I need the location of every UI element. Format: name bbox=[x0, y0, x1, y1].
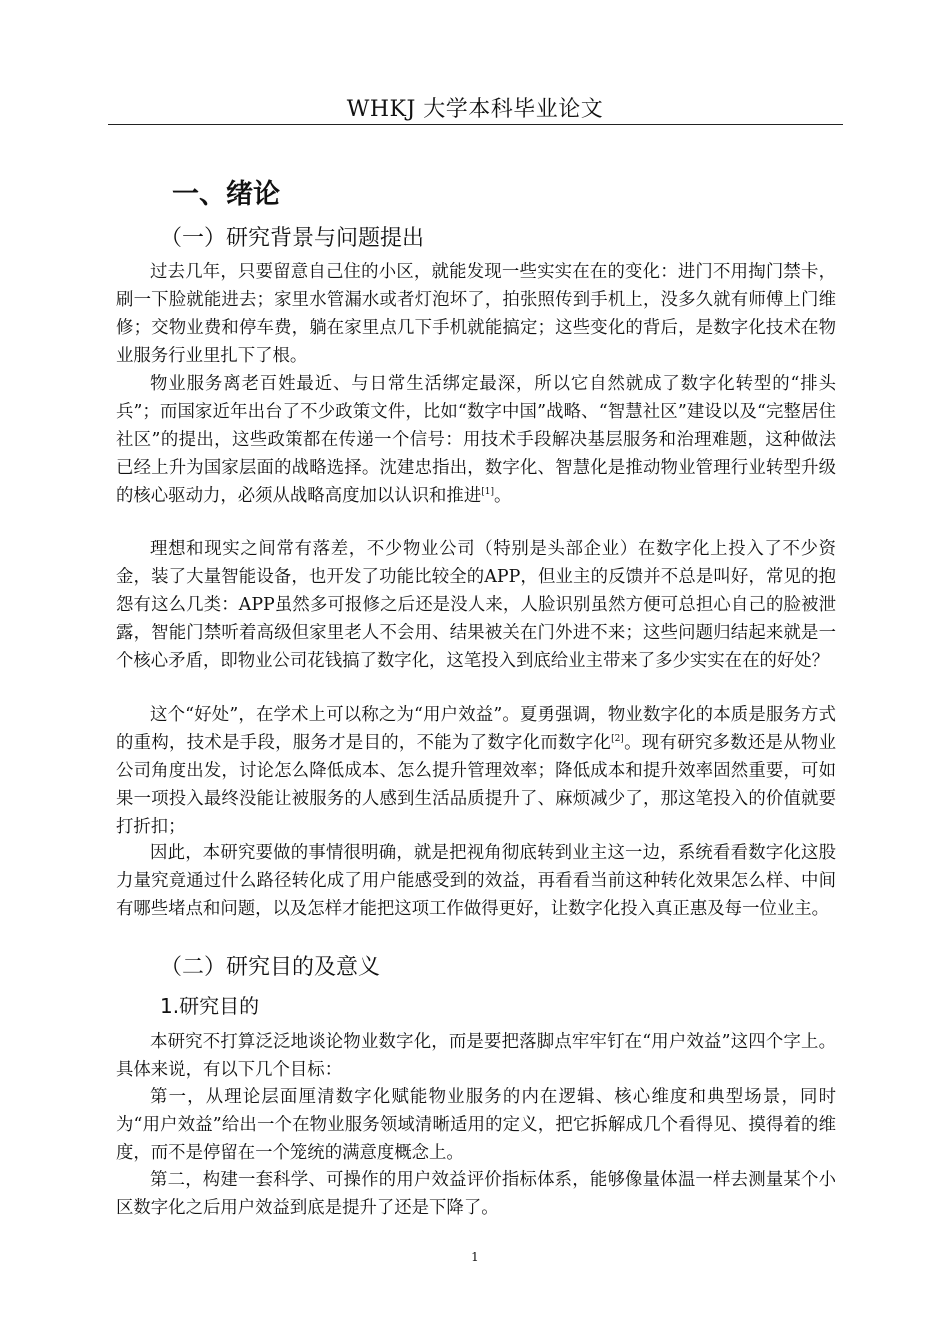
section-heading-purpose: （二）研究目的及意义 bbox=[160, 955, 381, 980]
citation-ref-2: [2] bbox=[611, 734, 624, 745]
page-number: 1 bbox=[471, 1250, 479, 1264]
paragraph-purpose-1: 本研究不打算泛泛地谈论物业数字化，而是要把落脚点牢牢钉在“用户效益”这四个字上。具体来说，有以下几个目标： bbox=[116, 1032, 836, 1080]
paragraph-purpose-2: 第一，从理论层面厘清数字化赋能物业服务的内在逻辑、核心维度和典型场景，同时为“用户效益”给出一个在物业服务领域清晰适用的定义，把它拆解成几个看得见、摸得着的维度，而不是停留在一个笼统的满意度概念上。 bbox=[116, 1087, 836, 1163]
paragraph-background-3: 理想和现实之间常有落差，不少物业公司（特别是头部企业）在数字化上投入了不少资金，装了大量智能设备，也开发了功能比较全的APP，但业主的反馈并不总是叫好，常见的抱怨有这么几类：APP虽然多可报修之后还是没人来，人脸识别虽然方便可总担心自己的脸被泄露，智能门禁听着高级但家里老人不会用、结果被关在门外进不来；这些问题归结起来就是一个核心矛盾，即物业公司花钱搞了数字化，这笔投入到底给业主带来了多少实实在在的好处？ bbox=[116, 539, 836, 671]
paragraph-background-4 bbox=[116, 701, 836, 841]
paragraph-background-4-text-a: 这个“好处”，在学术上可以称之为“用户效益”。夏勇强调，物业数字化的本质是服务方式的重构，技术是手段，服务才是目的，不能为了数字化而数字化 bbox=[116, 705, 836, 753]
paragraph-purpose-3: 第二，构建一套科学、可操作的用户效益评价指标体系，能够像量体温一样去测量某个小区数字化之后用户效益到底是提升了还是下降了。 bbox=[116, 1170, 836, 1218]
paragraph-background-2-end: 。 bbox=[493, 486, 512, 506]
paragraph-background-2-text: 物业服务离老百姓最近、与日常生活绑定最深，所以它自然就成了数字化转型的“排头兵”；而国家近年出台了不少政策文件，比如“数字中国”战略、“智慧社区”建设以及“完整居住社区”的提出，这些政策都在传递一个信号：用技术手段解决基层服务和治理难题，这种做法已经上升为国家层面的战略选择。沈建忠指出，数字化、智慧化是推动物业管理行业转型升级的核心驱动力，必须从战略高度加以认识和推进 bbox=[116, 374, 836, 506]
subsection-heading-research-purpose: 1.研究目的 bbox=[160, 994, 260, 1018]
page-header-title: WHKJ 大学本科毕业论文 bbox=[346, 97, 604, 122]
paragraph-background-1: 过去几年，只要留意自己住的小区，就能发现一些实实在在的变化：进门不用掏门禁卡，刷一下脸就能进去；家里水管漏水或者灯泡坏了，拍张照传到手机上，没多久就有师傅上门维修；交物业费和停车费，躺在家里点几下手机就能搞定；这些变化的背后，是数字化技术在物业服务行业里扎下了根。 bbox=[116, 262, 836, 366]
chapter-title: 一、绪论 bbox=[172, 179, 280, 210]
paragraph-background-5: 因此，本研究要做的事情很明确，就是把视角彻底转到业主这一边，系统看看数字化这股力量究竟通过什么路径转化成了用户能感受到的效益，再看看当前这种转化效果怎么样、中间有哪些堵点和问题，以及怎样才能把这项工作做得更好，让数字化投入真正惠及每一位业主。 bbox=[116, 843, 836, 919]
paragraph-background-2 bbox=[116, 370, 836, 510]
section-heading-background: （一）研究背景与问题提出 bbox=[160, 226, 425, 251]
header-divider bbox=[108, 124, 843, 125]
paragraph-background-4-text-b: 。现有研究多数还是从物业公司角度出发，讨论怎么降低成本、怎么提升管理效率；降低成本和提升效率固然重要，可如果一项投入最终没能让被服务的人感到生活品质提升了、麻烦减少了，那这笔投入的价值就要打折扣； bbox=[116, 733, 836, 837]
citation-ref-1: [1] bbox=[481, 487, 494, 498]
